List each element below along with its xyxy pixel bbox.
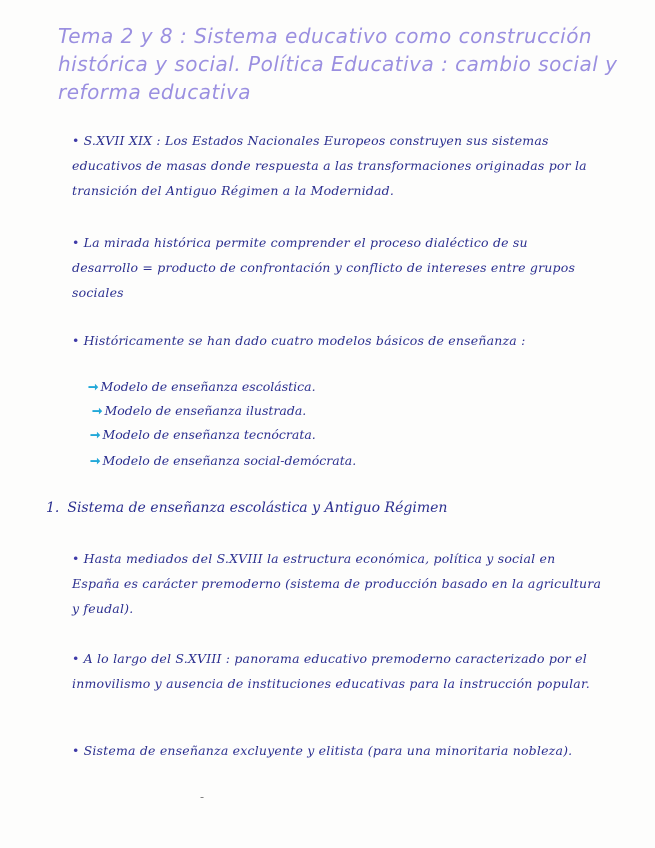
paragraph-2-text: La mirada histórica permite comprender el proceso dialéctico de su desarrollo = producto de confrontación y conflicto de intereses entre grupos sociales xyxy=(72,235,576,300)
section-paragraph-1: • Hasta mediados del S.XVIII la estructura económica, política y social en España es carácter premoderno (sistema de producción basado en la agricultura y feudal). xyxy=(72,551,602,616)
arrow-right-icon: ➞ xyxy=(90,427,101,442)
bullet-icon: • xyxy=(72,235,80,250)
section-paragraph-3: • Sistema de enseñanza excluyente y elitista (para una minoritaria nobleza). xyxy=(72,743,573,758)
bullet-icon: • xyxy=(72,333,80,348)
bullet-icon: • xyxy=(72,743,80,758)
bullet-icon: • xyxy=(72,133,80,148)
list-item: ➞ Modelo de enseñanza ilustrada. xyxy=(92,403,307,418)
section-paragraph-2: • A lo largo del S.XVIII : panorama educativo premoderno caracterizado por el inmovilismo y ausencia de instituciones educativas para la instrucción popular. xyxy=(72,651,590,691)
list-item: ➞ Modelo de enseñanza tecnócrata. xyxy=(90,427,316,442)
paragraph-2 xyxy=(72,230,592,305)
bullet-icon: • xyxy=(72,551,80,566)
page-mark: - xyxy=(200,790,205,804)
section-number: 1. xyxy=(46,500,60,516)
page-title: Tema 2 y 8 : Sistema educativo como construcción histórica y social. Política Educativa : cambio social y reforma educativa xyxy=(58,24,618,104)
arrow-right-icon: ➞ xyxy=(88,379,99,394)
paragraph-1 xyxy=(72,128,592,203)
bullet-icon: • xyxy=(72,651,80,666)
paragraph-3 xyxy=(72,328,612,353)
paragraph-1-text: S.XVII XIX : Los Estados Nacionales Europeos construyen sus sistemas educativos de masas donde respuesta a las transformaciones originadas por la transición del Antiguo Régimen a la Modernidad. xyxy=(72,133,587,198)
arrow-right-icon: ➞ xyxy=(90,453,101,468)
arrow-right-icon: ➞ xyxy=(92,403,103,418)
section-title: Sistema de enseñanza escolástica y Antiguo Régimen xyxy=(67,500,448,516)
paragraph-3-text: Históricamente se han dado cuatro modelos básicos de enseñanza : xyxy=(83,333,526,348)
list-item: ➞ Modelo de enseñanza escolástica. xyxy=(88,379,316,394)
list-item: ➞ Modelo de enseñanza social-demócrata. xyxy=(90,453,357,468)
section-heading xyxy=(46,496,606,520)
